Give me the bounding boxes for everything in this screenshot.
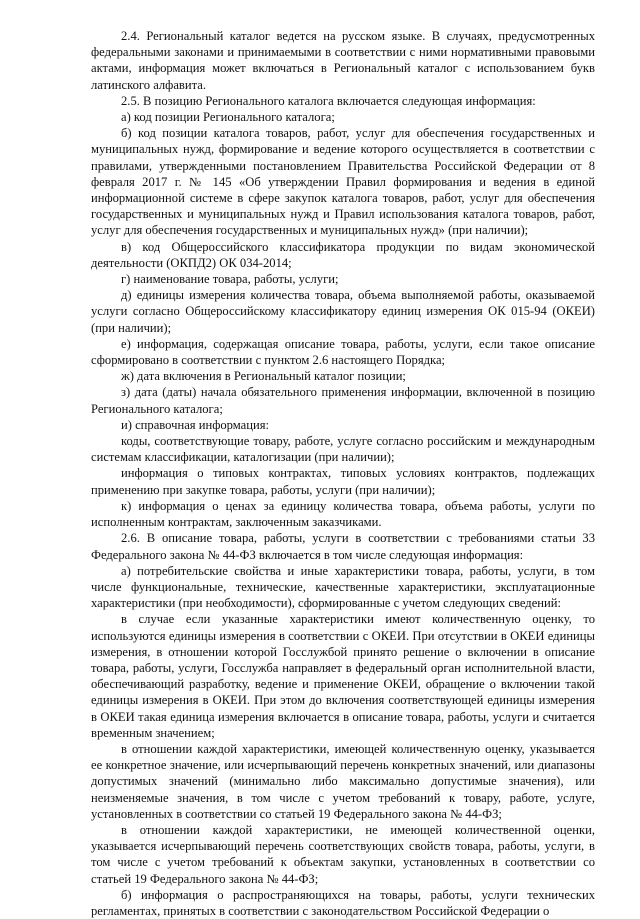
paragraph-quantitative: в отношении каждой характеристики, имеющей количественную оценку, указывается ее конкретное значение, или исчерпывающий перечень конкретных значений, или диапазоны допустимых значений (минимально либо максимально допустимые значения), или неизменяемые значения, в том числе с учетом требований к товару, работе, услуге, установленных в соответствии со статьей 19 Федерального закона № 44-ФЗ; <box>91 741 595 821</box>
paragraph-2-5-e: е) информация, содержащая описание товара, работы, услуги, если такое описание сформировано в соответствии с пунктом 2.6 настоящего Порядка; <box>91 336 595 368</box>
paragraph-typical-contracts: информация о типовых контрактах, типовых условиях контрактов, подлежащих применению при закупке товара, работы, услуги (при наличии); <box>91 466 595 497</box>
paragraph-2-6-a: а) потребительские свойства и иные характеристики товара, работы, услуги, в том числе функциональные, технические, качественные характеристики, эксплуатационные характеристики (при необходимости), сформированные с учетом следующих сведений: <box>91 563 595 611</box>
paragraph-okei-units: в случае если указанные характеристики имеют количественную оценку, то используются единицы измерения в соответствии с ОКЕИ. При отсутствии в ОКЕИ единицы измерения, в отношении которой Госслужбой принято решение о включении в описание товара, работы, услуги, Госслужба направляет в федеральный орган исполнительной власти, обеспечивающий разработку, ведение и применение ОКЕИ, обращение о включении такой единицы измерения в ОКЕИ. При этом до включения соответствующей единицы измерения в ОКЕИ такая единица измерения включается в описание товара, работы, услуги и считается временным значением; <box>91 612 595 740</box>
paragraph-codes: коды, соответствующие товару, работе, услуге согласно российским и международным системам классификации, каталогизации (при наличии); <box>91 434 595 465</box>
paragraph-2-5-k: к) информация о ценах за единицу количества товара, объема работы, услуги по исполненным контрактам, заключенным заказчиками. <box>91 498 595 530</box>
paragraph-2-5-i: и) справочная информация: <box>121 417 270 432</box>
paragraph-2-5-z: з) дата (даты) начала обязательного применения информации, включенной в позицию Регионального каталога; <box>91 385 595 416</box>
paragraph-2-6-b: б) информация о распространяющихся на товары, работы, услуги технических регламентах, принятых в соответствии с законодательством Российской Федерации о <box>91 887 595 918</box>
paragraph-non-quantitative: в отношении каждой характеристики, не имеющей количественной оценки, указывается исчерпывающий перечень соответствующих свойств товара, работы, услуги, в том числе с учетом требований к объектам закупки, установленных в соответствии со статьей 19 Федерального закона № 44-ФЗ; <box>91 822 595 886</box>
paragraph-2-5-b: б) код позиции каталога товаров, работ, услуг для обеспечения государственных и муниципальных нужд, формирование и ведение которого осуществляется в соответствии с правилами, утвержденными постановлением Правительства Российской Федерации от 8 февраля 2017 г. № 145 «Об утверждении Правил формирования и ведения в единой информационной системе в сфере закупок каталога товаров, работ, услуг для обеспечения государственных и муниципальных нужд и Правил использования каталога товаров, работ, услуг для обеспечения государственных и муниципальных нужд» (при наличии); <box>91 126 595 238</box>
paragraph-2-5-g: г) наименование товара, работы, услуги; <box>121 272 339 287</box>
paragraph-2-5-zh: ж) дата включения в Региональный каталог позиции; <box>121 369 406 384</box>
paragraph-2-4: 2.4. Региональный каталог ведется на русском языке. В случаях, предусмотренных федеральными законами и принимаемыми в соответствии с ними нормативными правовыми актами, информация может включаться в Региональный каталог с использованием букв латинского алфавита. <box>91 29 595 92</box>
paragraph-2-5-v: в) код Общероссийского классификатора продукции по видам экономической деятельности (ОКПД2) ОК 034-2014; <box>91 239 595 270</box>
paragraph-2-5-d: д) единицы измерения количества товара, объема выполняемой работы, оказываемой услуги согласно Общероссийскому классификатору единиц измерения ОК 015-94 (ОКЕИ) (при наличии); <box>91 288 595 335</box>
paragraph-2-6: 2.6. В описание товара, работы, услуги в соответствии с требованиями статьи 33 Федерального закона № 44-ФЗ включается в том числе следующая информация: <box>91 531 595 562</box>
paragraph-2-5-a: а) код позиции Регионального каталога; <box>121 110 335 125</box>
document-page <box>91 28 595 919</box>
paragraph-2-5: 2.5. В позицию Регионального каталога включается следующая информация: <box>121 93 536 108</box>
